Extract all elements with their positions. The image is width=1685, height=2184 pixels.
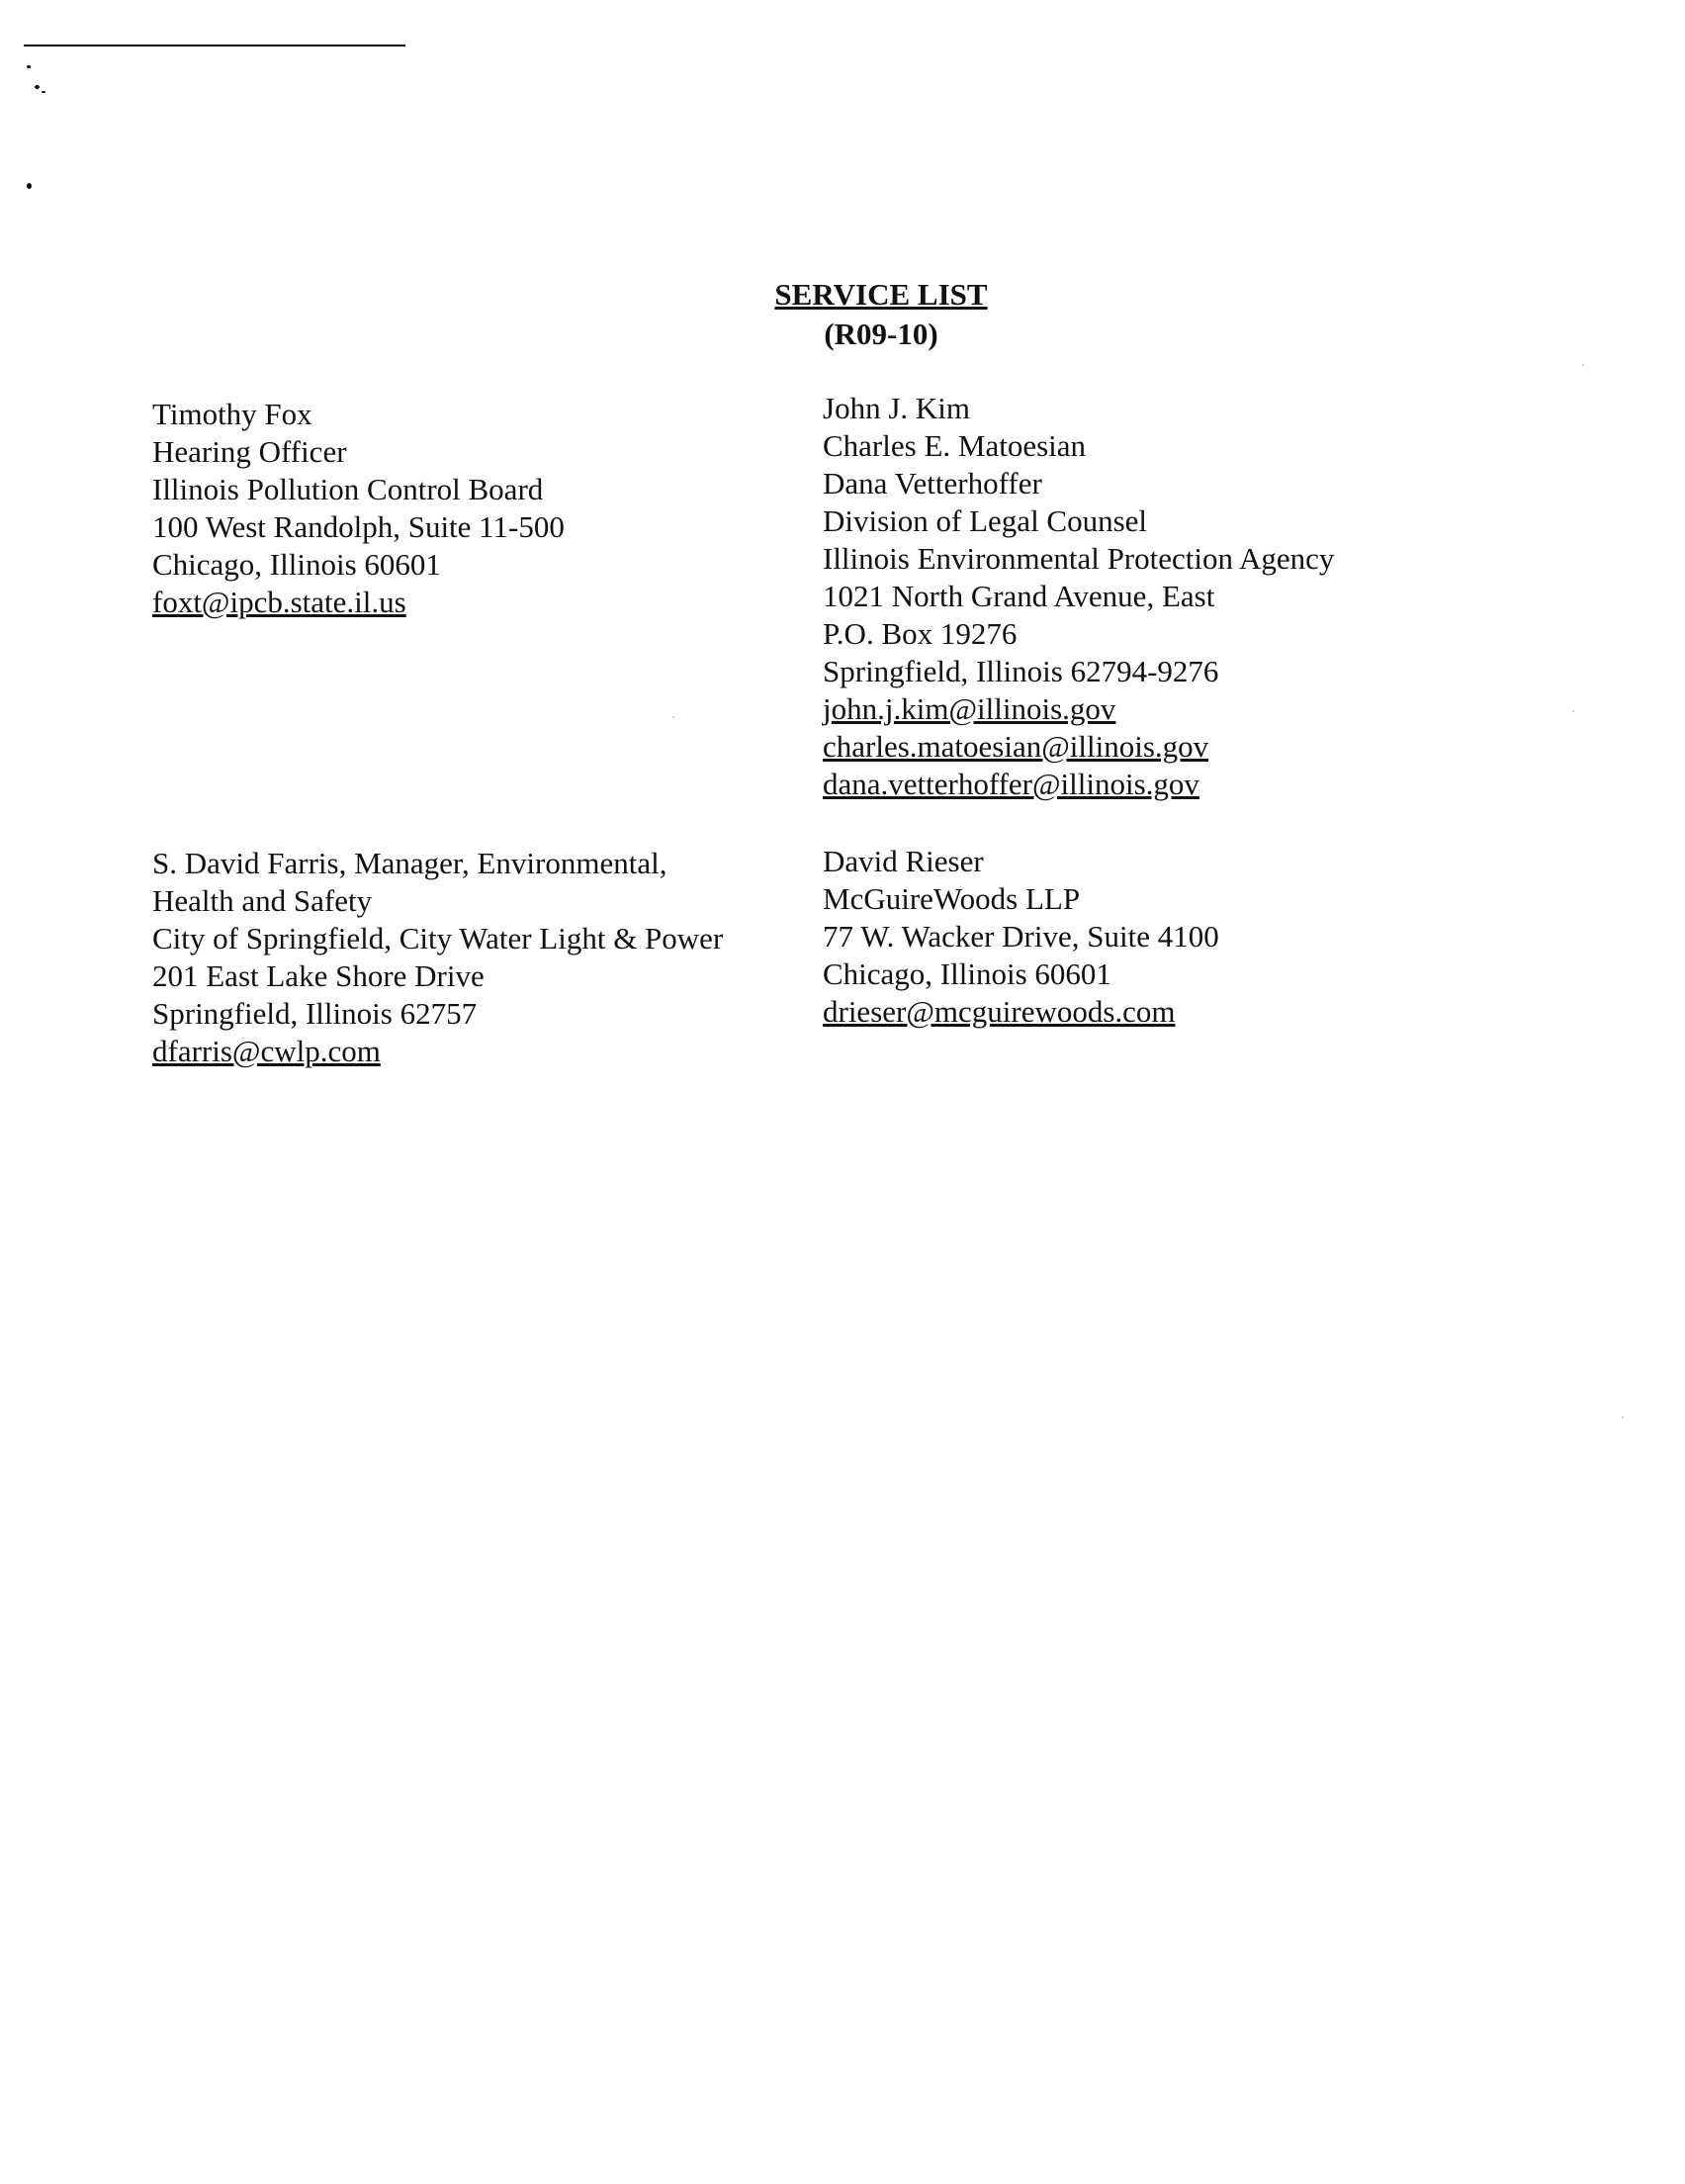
recipient-name: John J. Kim bbox=[823, 391, 970, 425]
recipient-name: Dana Vetterhoffer bbox=[823, 466, 1042, 500]
recipient-city: Springfield, Illinois 62757 bbox=[152, 996, 478, 1031]
recipient-block-fox bbox=[152, 396, 565, 621]
recipient-email-link[interactable]: dana.vetterhoffer@illinois.gov bbox=[823, 767, 1199, 801]
recipient-organization: McGuireWoods LLP bbox=[823, 881, 1081, 916]
scan-speck bbox=[672, 716, 674, 718]
recipient-street: 1021 North Grand Avenue, East bbox=[823, 579, 1215, 613]
recipient-street: 77 W. Wacker Drive, Suite 4100 bbox=[823, 919, 1219, 954]
recipient-email-link[interactable]: charles.matoesian@illinois.gov bbox=[823, 729, 1209, 764]
recipient-name: Charles E. Matoesian bbox=[823, 428, 1087, 463]
recipient-name: S. David Farris, Manager, Environmental, bbox=[152, 846, 667, 880]
recipient-email-link[interactable]: drieser@mcguirewoods.com bbox=[823, 994, 1176, 1029]
recipient-organization: Illinois Environmental Protection Agency bbox=[823, 541, 1335, 576]
recipient-email-link[interactable]: foxt@ipcb.state.il.us bbox=[152, 585, 406, 619]
title-block bbox=[0, 275, 1685, 354]
recipient-street: 100 West Randolph, Suite 11-500 bbox=[152, 509, 565, 544]
scan-speck bbox=[1572, 710, 1574, 712]
recipient-city: Chicago, Illinois 60601 bbox=[152, 547, 441, 582]
scan-speck bbox=[35, 85, 40, 89]
docket-number: (R09-10) bbox=[824, 317, 938, 351]
top-rule bbox=[24, 45, 405, 46]
recipient-title: Hearing Officer bbox=[152, 434, 347, 469]
recipient-division: Division of Legal Counsel bbox=[823, 503, 1148, 538]
recipient-organization: City of Springfield, City Water Light & Power bbox=[152, 921, 724, 956]
scan-speck bbox=[27, 65, 31, 68]
recipient-street: 201 East Lake Shore Drive bbox=[152, 958, 485, 993]
recipient-title: Health and Safety bbox=[152, 883, 373, 918]
recipient-organization: Illinois Pollution Control Board bbox=[152, 472, 544, 506]
page-title: SERVICE LIST bbox=[774, 277, 988, 312]
recipient-name: David Rieser bbox=[823, 844, 984, 878]
recipient-name: Timothy Fox bbox=[152, 397, 312, 431]
recipient-po-box: P.O. Box 19276 bbox=[823, 616, 1018, 651]
recipient-email-link[interactable]: john.j.kim@illinois.gov bbox=[823, 691, 1116, 726]
scan-speck bbox=[42, 91, 45, 93]
recipient-city: Chicago, Illinois 60601 bbox=[823, 956, 1111, 991]
recipient-city: Springfield, Illinois 62794-9276 bbox=[823, 654, 1219, 688]
recipient-block-farris bbox=[152, 845, 723, 1070]
recipient-block-rieser bbox=[823, 843, 1219, 1031]
scan-speck bbox=[1622, 1416, 1624, 1418]
recipient-block-iepa bbox=[823, 390, 1334, 803]
recipient-email-link[interactable]: dfarris@cwlp.com bbox=[152, 1034, 381, 1068]
scan-speck bbox=[27, 183, 32, 189]
scan-speck bbox=[1582, 364, 1584, 366]
